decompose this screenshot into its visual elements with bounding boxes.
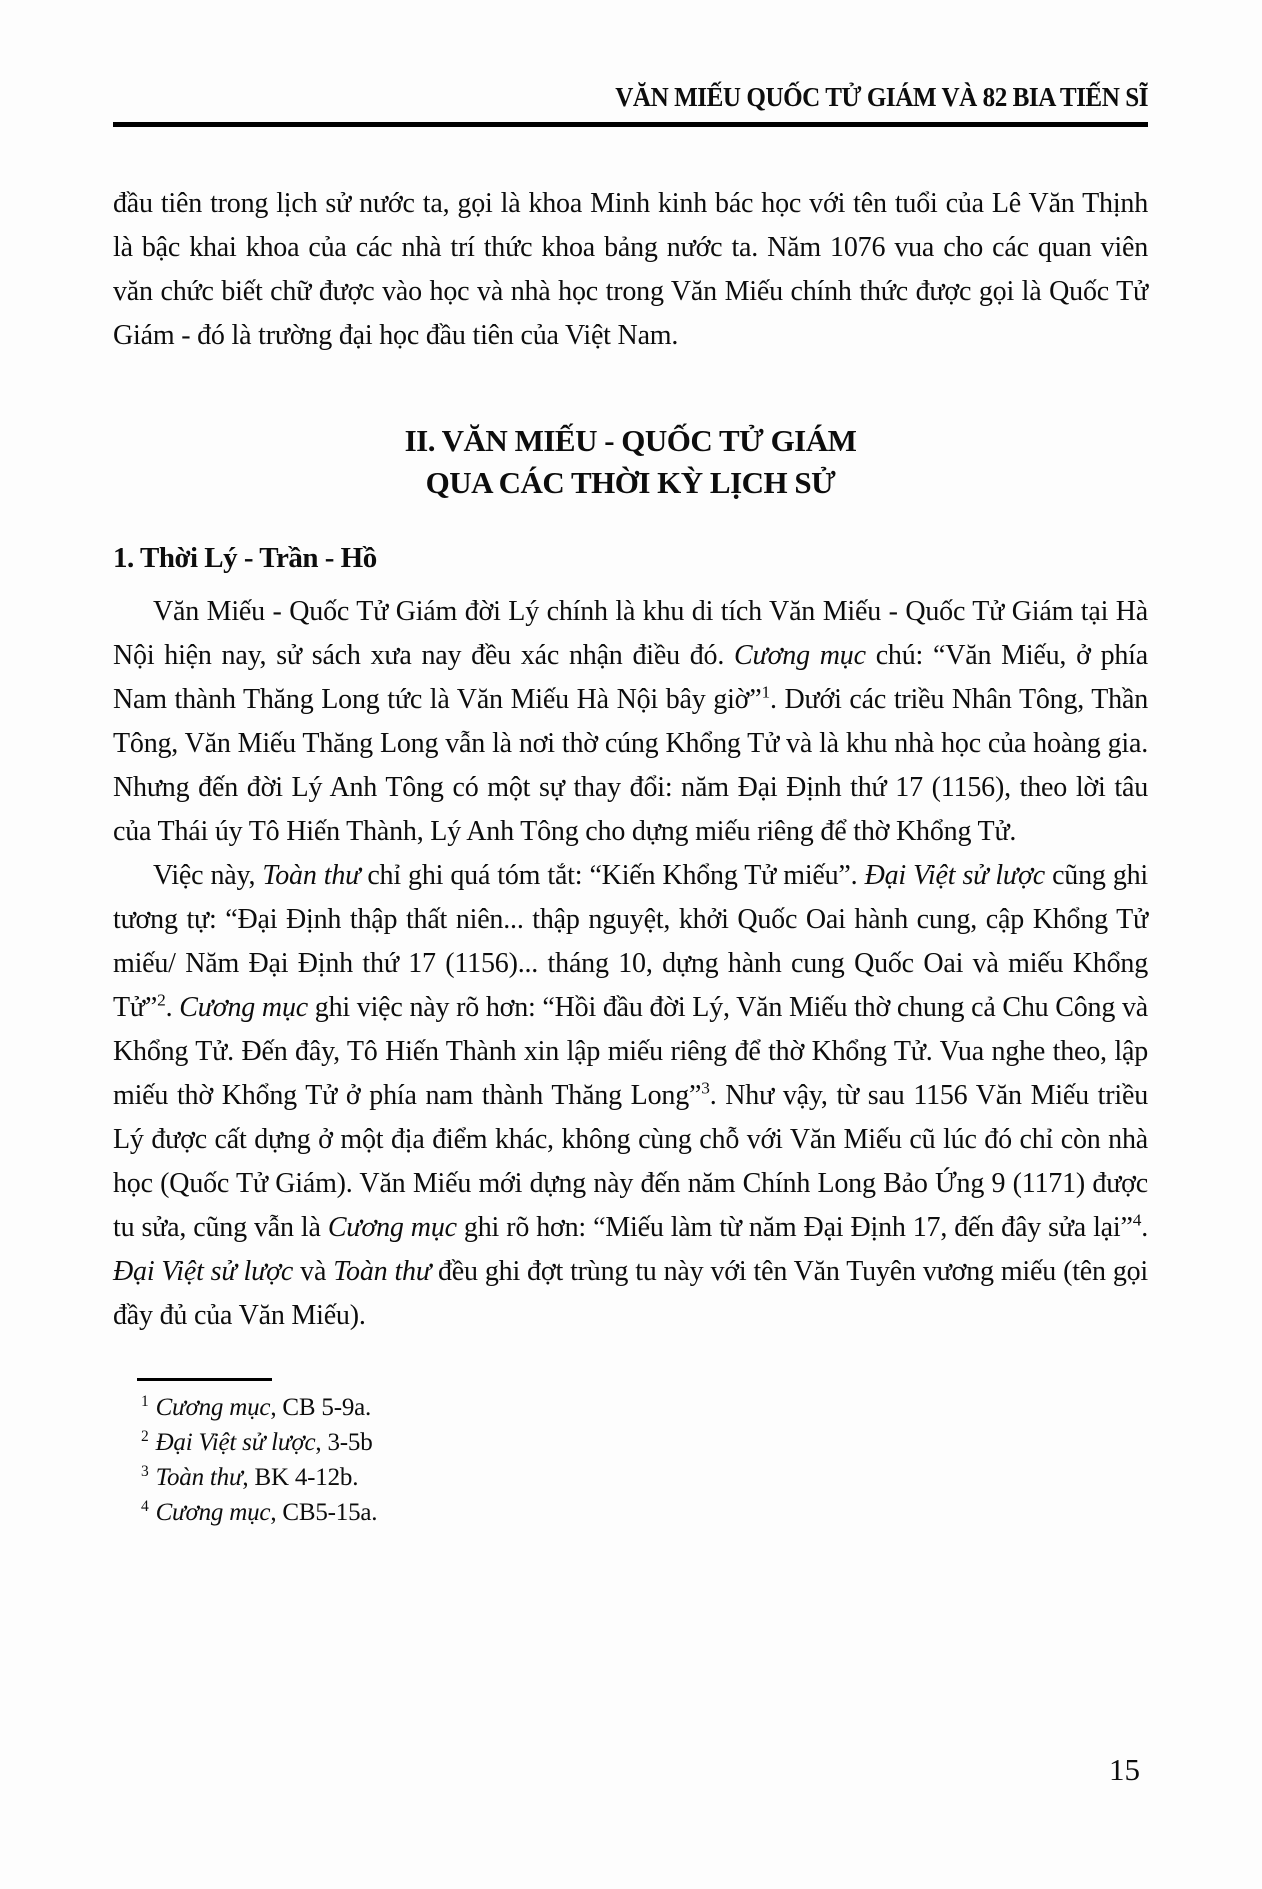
footnotes-section xyxy=(113,1378,1148,1530)
footnote-1 xyxy=(141,1390,1148,1425)
section-heading-line-1: II. VĂN MIẾU - QUỐC TỬ GIÁM xyxy=(404,423,857,458)
paragraph-ly-dynasty: Văn Miếu - Quốc Tử Giám đời Lý chính là khu di tích Văn Miếu - Quốc Tử Giám tại Hà Nội hiện nay, sử sách xưa nay đều xác nhận điều đó. Cương mục chú: “Văn Miếu, ở phía Nam thành Thăng Long tức là Văn Miếu Hà Nội bây giờ”$^1$. Dưới các triều Nhân Tông, Thần Tông, Văn Miếu Thăng Long vẫn là nơi thờ cúng Khổng Tử và là khu nhà học của hoàng gia. Nhưng đến đời Lý Anh Tông có một sự thay đổi: năm Đại Định thứ 17 (1156), theo lời tâu của Thái úy Tô Hiến Thành, Lý Anh Tông cho dựng miếu riêng để thờ Khổng Tử. xyxy=(113,596,1148,847)
section-heading-line-2: QUA CÁC THỜI KỲ LỊCH SỬ xyxy=(425,465,836,500)
footnote-separator-rule xyxy=(137,1378,272,1381)
footnote-1-marker: 1 xyxy=(141,1392,149,1410)
footnote-3 xyxy=(141,1460,1148,1495)
footnote-2-text: Đại Việt sử lược, 3-5b xyxy=(155,1429,373,1456)
page-number: 15 xyxy=(1109,1752,1140,1787)
paragraph-intro: đầu tiên trong lịch sử nước ta, gọi là khoa Minh kinh bác học với tên tuổi của Lê Văn Thịnh là bậc khai khoa của các nhà trí thức khoa bảng nước ta. Năm 1076 vua cho các quan viên văn chức biết chữ được vào học và nhà học trong Văn Miếu chính thức được gọi là Quốc Tử Giám - đó là trường đại học đầu tiên của Việt Nam. xyxy=(113,188,1148,351)
running-header xyxy=(113,0,1148,127)
section-heading xyxy=(113,420,1148,504)
footnote-3-marker: 3 xyxy=(141,1462,149,1480)
paragraph-sources: Việc này, Toàn thư chỉ ghi quá tóm tắt: “Kiến Khổng Tử miếu”. Đại Việt sử lược cũng ghi tương tự: “Đại Định thập thất niên... thập nguyệt, khởi Quốc Oai hành cung, cập Khổng Tử miếu/ Năm Đại Định thứ 17 (1156)... tháng 10, dựng hành cung Quốc Oai và miếu Khổng Tử”$^2$. Cương mục ghi việc này rõ hơn: “Hồi đầu đời Lý, Văn Miếu thờ chung cả Chu Công và Khổng Tử. Đến đây, Tô Hiến Thành xin lập miếu riêng để thờ Khổng Tử. Vua nghe theo, lập miếu thờ Khổng Tử ở phía nam thành Thăng Long”$^3$. Như vậy, từ sau 1156 Văn Miếu triều Lý được cất dựng ở một địa điểm khác, không cùng chỗ với Văn Miếu cũ lúc đó chỉ còn nhà học (Quốc Tử Giám). Văn Miếu mới dựng này đến năm Chính Long Bảo Ứng 9 (1171) được tu sửa, cũng vẫn là Cương mục ghi rõ hơn: “Miếu làm từ năm Đại Định 17, đến đây sửa lại”$^4$. Đại Việt sử lược và Toàn thư đều ghi đợt trùng tu này với tên Văn Tuyên vương miếu (tên gọi đầy đủ của Văn Miếu). xyxy=(113,860,1149,1331)
subsection-heading: 1. Thời Lý - Trần - Hồ xyxy=(113,542,377,574)
page-body xyxy=(113,182,1148,1530)
footnote-list xyxy=(113,1390,1148,1530)
header-rule xyxy=(113,122,1148,127)
page-content xyxy=(113,0,1149,1787)
footnote-1-text: Cương mục, CB 5-9a. xyxy=(155,1394,372,1421)
footnote-4-text: Cương mục, CB5-15a. xyxy=(155,1499,378,1526)
footnote-4 xyxy=(141,1495,1148,1530)
footnote-4-marker: 4 xyxy=(141,1497,149,1515)
footnote-2-marker: 2 xyxy=(141,1427,149,1445)
footnote-2 xyxy=(141,1425,1148,1460)
footnote-3-text: Toàn thư, BK 4-12b. xyxy=(155,1464,359,1491)
running-head-title: VĂN MIẾU QUỐC TỬ GIÁM VÀ 82 BIA TIẾN SĨ xyxy=(615,82,1148,112)
